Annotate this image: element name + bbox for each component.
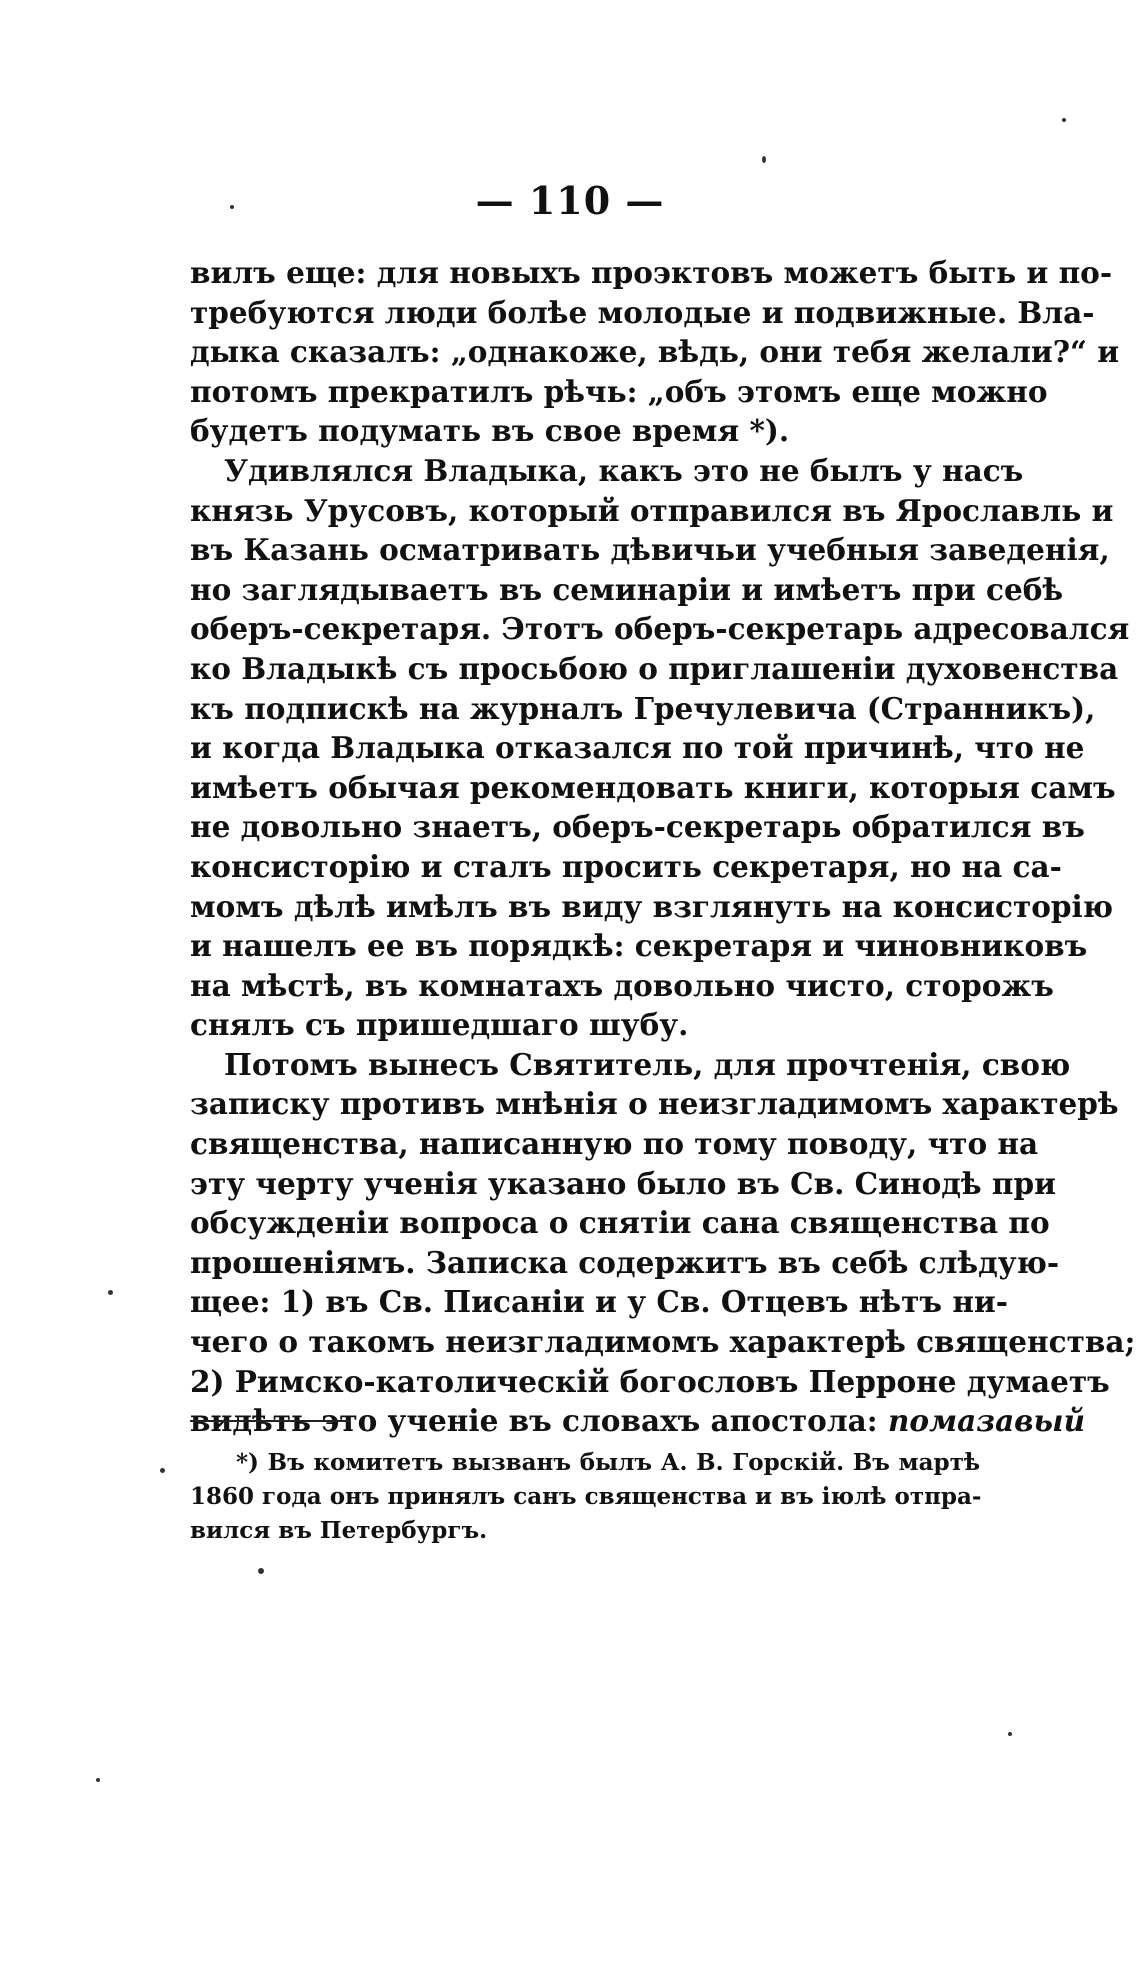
text-line: снялъ съ пришедшаго шубу. <box>190 1007 689 1043</box>
text-line: князь Урусовъ, который отправился въ Ярославль и <box>190 492 1114 528</box>
text-line: будетъ подумать въ свое время *). <box>190 413 790 449</box>
scan-speck <box>160 1468 165 1473</box>
text-line: момъ дѣлѣ имѣлъ въ виду взглянуть на консисторію <box>190 888 1114 924</box>
text-line: консисторію и сталъ просить секретаря, но на са- <box>190 848 1062 884</box>
footnote <box>190 1446 980 1548</box>
text-line: эту черту ученія указано было въ Св. Синодѣ при <box>190 1165 1057 1201</box>
scan-speck <box>1008 1732 1012 1736</box>
scan-speck <box>1062 118 1066 122</box>
text-line: 2) Римско-католическій богословъ Перроне думаетъ <box>190 1363 1110 1399</box>
main-text <box>190 253 1136 1441</box>
footnote-divider <box>190 1420 350 1422</box>
text-line: записку противъ мнѣнія о неизгладимомъ характерѣ <box>190 1086 1119 1122</box>
scan-speck <box>96 1778 100 1782</box>
text-line: и нашелъ ее въ порядкѣ: секретаря и чиновниковъ <box>190 928 1088 964</box>
text-line: имѣетъ обычая рекомендовать книги, которыя самъ <box>190 769 1116 805</box>
italic-word: помазавый <box>887 1403 1086 1439</box>
text-line-last-body: видѣть это ученіе въ словахъ апостола: <box>190 1403 878 1439</box>
text-line: прошеніямъ. Записка содержитъ въ себѣ слѣдую- <box>190 1244 1060 1280</box>
text-line: не довольно знаетъ, оберъ-секретарь обратился въ <box>190 809 1085 845</box>
text-line: но заглядываетъ въ семинаріи и имѣетъ при себѣ <box>190 571 1064 607</box>
text-line: оберъ-секретаря. Этотъ оберъ-секретарь адресовался <box>190 611 1130 647</box>
text-line: дыка сказалъ: „однакоже, вѣдь, они тебя желали?“ и <box>190 334 1120 370</box>
text-line: и когда Владыка отказался по той причинѣ, что не <box>190 730 1085 766</box>
text-line: Потомъ вынесъ Святитель, для прочтенія, свою <box>224 1046 1071 1082</box>
text-line: щее: 1) въ Св. Писаніи и у Св. Отцевъ нѣтъ ни- <box>190 1284 1009 1320</box>
scan-speck <box>762 156 766 163</box>
text-line: вилъ еще: для новыхъ проэктовъ можетъ быть и по- <box>190 255 1113 290</box>
footnote-line: 1860 года онъ принялъ санъ священства и въ іюлѣ отпра- <box>190 1483 982 1510</box>
footnote-line: *) Въ комитетъ вызванъ былъ А. В. Горскій. Въ мартѣ <box>236 1449 980 1476</box>
footnote-line: вился въ Петербургъ. <box>190 1517 488 1544</box>
text-line: потомъ прекратилъ рѣчь: „объ этомъ еще можно <box>190 373 1048 409</box>
scan-speck <box>258 1568 264 1574</box>
text-line: чего о такомъ неизгладимомъ характерѣ священства; <box>190 1324 1136 1360</box>
text-line: ко Владыкѣ съ просьбою о приглашеніи духовенства <box>190 650 1119 686</box>
text-line: обсужденіи вопроса о снятіи сана священства по <box>190 1205 1050 1241</box>
text-line: къ подпискѣ на журналъ Гречулевича (Странникъ), <box>190 690 1096 726</box>
page-number: — 110 — <box>475 178 665 223</box>
text-line: въ Казань осматривать дѣвичьи учебныя заведенія, <box>190 532 1110 568</box>
text-line: священства, написанную по тому поводу, что на <box>190 1126 1039 1162</box>
text-line: Удивлялся Владыка, какъ это не былъ у насъ <box>224 452 1024 488</box>
scan-speck <box>230 205 234 209</box>
scan-speck <box>108 1290 113 1295</box>
text-line: на мѣстѣ, въ комнатахъ довольно чисто, сторожъ <box>190 967 1054 1003</box>
text-line: требуются люди болѣе молодые и подвижные. Вла- <box>190 294 1095 330</box>
